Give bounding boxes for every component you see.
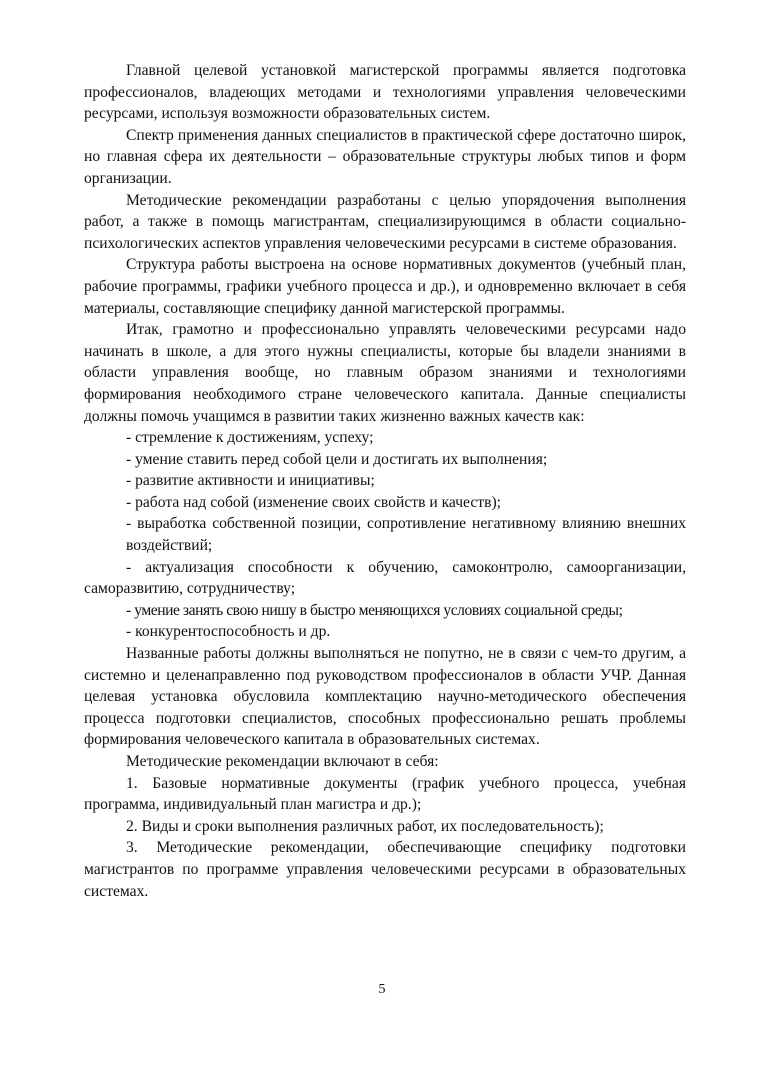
paragraph-scope: Спектр применения данных специалистов в практической сфере достаточно широк, но главная сфера их деятельности – образовательные структуры любых типов и форм организации.	[84, 126, 686, 187]
paragraph-purpose: Методические рекомендации разработаны с целью упорядочения выполнения работ, а также в помощь магистрантам, специализирующимся в области социально-психологических аспектов управления человеческими ресурсами в системе образования.	[84, 191, 686, 252]
list-item: - выработка собственной позиции, сопротивление негативному влиянию внешних воздействий;	[126, 515, 686, 555]
list-item: - актуализация способности к обучению, самоконтролю, самоорганизации, саморазвитию, сотрудничеству;	[84, 558, 686, 598]
body-text	[84, 60, 686, 902]
paragraph-after-list: Названные работы должны выполняться не попутно, не в связи с чем-то другим, а системно и целенаправленно под руководством профессионалов в области УЧР. Данная целевая установка обусловила комплектацию научно-методического обеспечения процесса подготовки специалистов, способных профессионально решать проблемы формирования человеческого капитала в образовательных системах.	[84, 645, 686, 749]
paragraph-includes-intro: Методические рекомендации включают в себя:	[126, 753, 439, 770]
paragraph-qualities-intro: Итак, грамотно и профессионально управлять человеческими ресурсами надо начинать в школе, а для этого нужны специалисты, которые бы владели знаниями в области управления вообще, но главным образом знаниями и технологиями формирования необходимого стране человеческого капитала. Данные специалисты должны помочь учащимся в развитии таких жизненно важных качеств как:	[84, 321, 686, 425]
list-item: - конкурентоспособность и др.	[126, 623, 331, 641]
page-number: 5	[378, 982, 386, 997]
list-item: - работа над собой (изменение своих свойств и качеств);	[126, 493, 501, 511]
paragraph-goal: Главной целевой установкой магистерской программы является подготовка профессионалов, владеющих методами и технологиями управления человеческими ресурсами, используя возможности образовательных систем.	[84, 62, 686, 123]
paragraph-structure: Структура работы выстроена на основе нормативных документов (учебный план, рабочие программы, графики учебного процесса и др.), и одновременно включает в себя материалы, составляющие специфику данной магистерской программы.	[84, 256, 686, 317]
numbered-item: 2. Виды и сроки выполнения различных работ, их последовательность);	[126, 817, 604, 835]
list-item: - умение занять свою нишу в быстро меняющихся условиях социальной среды;	[126, 601, 623, 619]
numbered-item: 1. Базовые нормативные документы (график учебного процесса, учебная программа, индивидуальный план магистра и др.);	[84, 774, 686, 814]
numbered-item: 3. Методические рекомендации, обеспечивающие специфику подготовки магистрантов по программе управления человеческими ресурсами в образовательных системах.	[84, 839, 686, 900]
list-item: - развитие активности и инициативы;	[126, 472, 375, 490]
list-item: - умение ставить перед собой цели и достигать их выполнения;	[126, 450, 548, 468]
list-item: - стремление к достижениям, успеху;	[126, 429, 374, 447]
